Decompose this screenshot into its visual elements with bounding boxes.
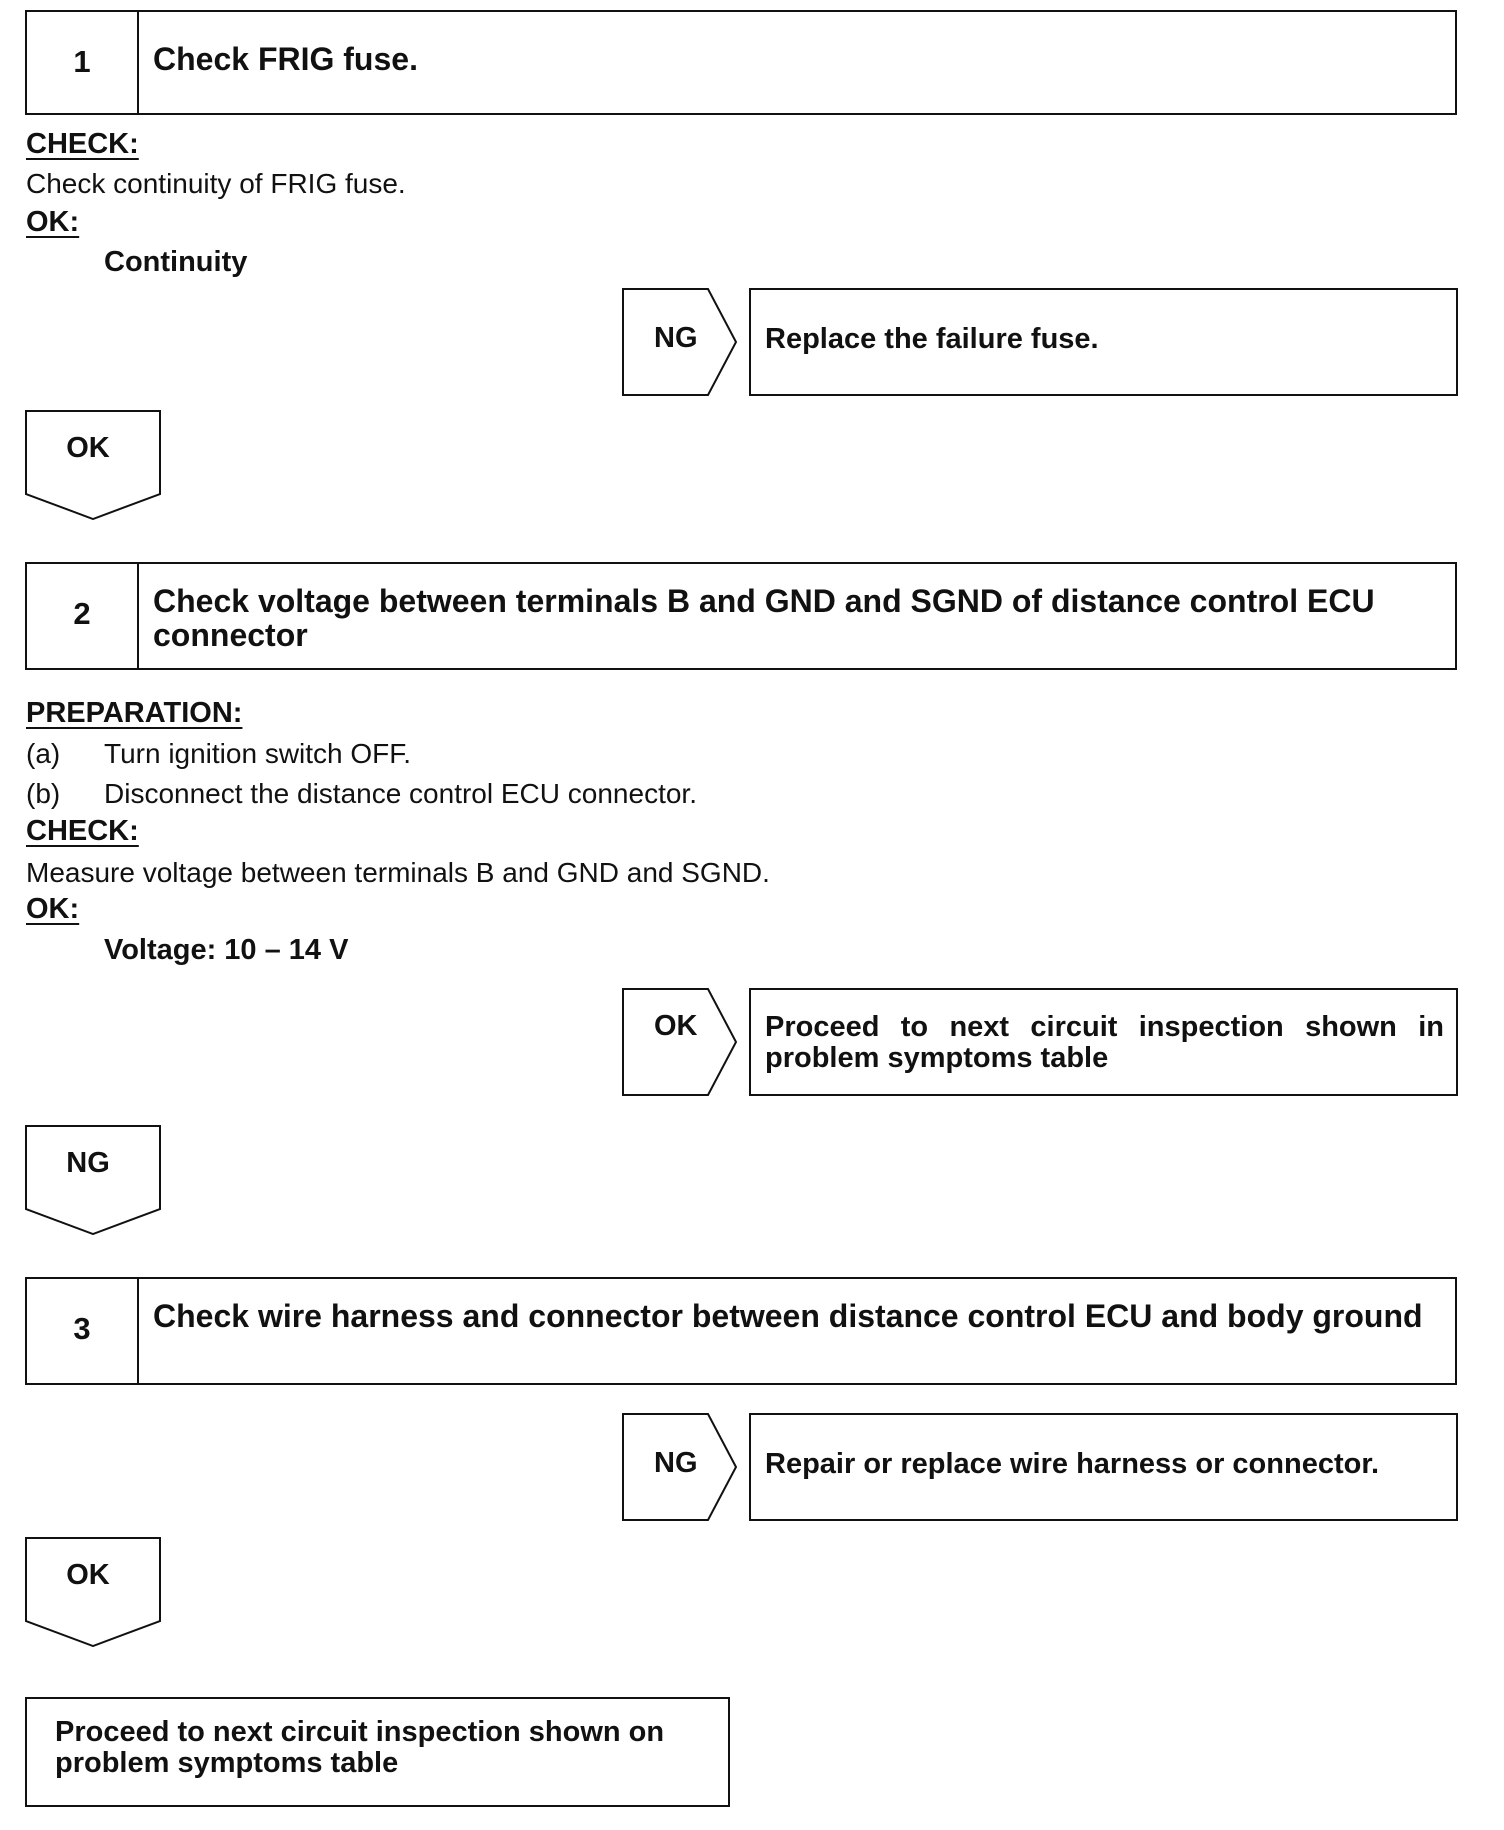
step-3-ok-flow: [25, 1537, 161, 1647]
step-2-ok-branch: [622, 988, 1460, 1096]
step-2-check-label: CHECK:: [26, 815, 139, 847]
step-2-ng-flow: [25, 1125, 161, 1235]
step-2-ok-spec: Voltage: 10 – 14 V: [104, 934, 349, 966]
step-2-number: 2: [27, 564, 139, 668]
down-arrow-icon: [25, 1537, 161, 1647]
step-1-number: 1: [27, 12, 139, 113]
step-1-branch-result-text: Replace the failure fuse.: [765, 323, 1099, 355]
step-2-prep-b-key: (b): [26, 778, 61, 809]
step-2-prep-label: PREPARATION:: [26, 697, 243, 729]
step-1-ok-label: OK:: [26, 206, 80, 238]
final-result-text: Proceed to next circuit inspection shown on problem symptoms table: [55, 1716, 665, 1779]
step-2-check-text: Measure voltage between terminals B and GND and SGND.: [26, 857, 770, 888]
step-3-box: [25, 1277, 1457, 1385]
step-2-prep-a-key: (a): [26, 738, 61, 769]
down-arrow-icon: [25, 1125, 161, 1235]
step-3-number: 3: [27, 1279, 139, 1383]
step-3-title: Check wire harness and connector between distance control ECU and body ground: [153, 1298, 1423, 1334]
step-1-flow-label: OK: [66, 432, 110, 464]
step-2-ok-label: OK:: [26, 893, 80, 925]
step-2-flow-label: NG: [66, 1147, 110, 1179]
step-1-ok-flow: [25, 410, 161, 520]
step-1-check-text: Check continuity of FRIG fuse.: [26, 168, 406, 199]
step-3-ng-branch: [622, 1413, 1460, 1521]
step-2-prep-a-text: Turn ignition switch OFF.: [104, 738, 412, 769]
step-2-box: [25, 562, 1457, 670]
step-3-flow-label: OK: [66, 1559, 110, 1591]
step-1-ok-spec: Continuity: [104, 246, 248, 278]
final-result-box: [25, 1697, 730, 1807]
step-2-branch-result-box: [749, 988, 1458, 1096]
step-2-prep-b-text: Disconnect the distance control ECU connector.: [104, 778, 697, 809]
step-1-check-label: CHECK:: [26, 128, 139, 160]
step-2-branch-label: OK: [654, 1010, 698, 1042]
step-1-box: [25, 10, 1457, 115]
step-1-branch-result-box: [749, 288, 1458, 396]
step-3-branch-result-text: Repair or replace wire harness or connector.: [765, 1448, 1380, 1480]
step-1-title: Check FRIG fuse.: [153, 41, 418, 77]
step-1-ng-branch: [622, 288, 1460, 396]
step-3-branch-result-box: [749, 1413, 1458, 1521]
step-1-branch-label: NG: [654, 322, 698, 354]
down-arrow-icon: [25, 410, 161, 520]
step-2-branch-result-text: Proceed to next circuit inspection shown in problem symptoms table: [765, 1011, 1444, 1074]
step-2-title: Check voltage between terminals B and GND and SGND of distance control ECU connector: [153, 583, 1375, 653]
step-3-branch-label: NG: [654, 1447, 698, 1479]
